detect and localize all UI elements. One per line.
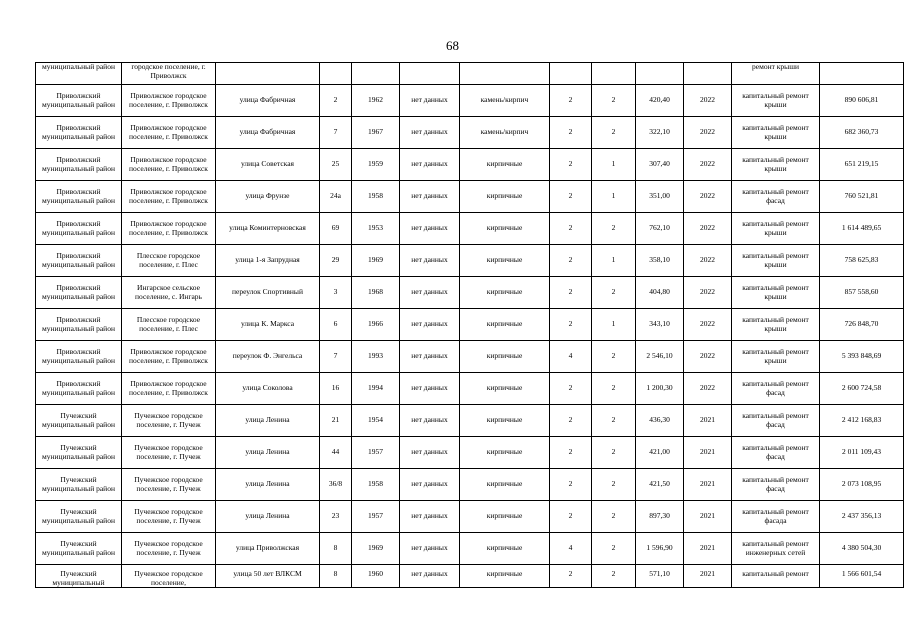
work-type-cell: капитальный ремонт крыши — [732, 277, 820, 309]
street-cell: улица Ленина — [216, 501, 320, 533]
wall-material-cell: кирпичные — [460, 501, 550, 533]
restriction-cell: нет данных — [400, 533, 460, 565]
entrances-cell: 2 — [592, 405, 636, 437]
house-number-cell: 7 — [320, 117, 352, 149]
settlement-cell: Пучежское городское поселение, г. Пучеж — [122, 533, 216, 565]
settlement-cell: Пучежское городское поселение, г. Пучеж — [122, 469, 216, 501]
entrances-cell: 2 — [592, 469, 636, 501]
plan-year-cell: 2022 — [684, 85, 732, 117]
table-row — [36, 501, 904, 533]
street-cell: переулок Ф. Энгельса — [216, 341, 320, 373]
build-year-cell: 1957 — [352, 501, 400, 533]
house-number-cell: 24а — [320, 181, 352, 213]
cost-cell: 758 625,83 — [820, 245, 904, 277]
settlement-cell: Приволжское городское поселение, г. Приволжск — [122, 181, 216, 213]
wall-material-cell: кирпичные — [460, 309, 550, 341]
area-cell: 322,10 — [636, 117, 684, 149]
build-year-cell: 1994 — [352, 373, 400, 405]
build-year-cell: 1957 — [352, 437, 400, 469]
settlement-cell: Пучежское городское поселение, г. Пучеж — [122, 405, 216, 437]
work-type-cell: капитальный ремонт крыши — [732, 245, 820, 277]
build-year-cell: 1968 — [352, 277, 400, 309]
wall-material-cell: кирпичные — [460, 149, 550, 181]
wall-material-cell: кирпичные — [460, 373, 550, 405]
build-year-cell: 1969 — [352, 245, 400, 277]
restriction-cell: нет данных — [400, 181, 460, 213]
plan-year-cell: 2022 — [684, 213, 732, 245]
settlement-cell: Плесское городское поселение, г. Плес — [122, 245, 216, 277]
street-cell: улица Фабричная — [216, 117, 320, 149]
house-number-cell: 16 — [320, 373, 352, 405]
area-cell: 2 546,10 — [636, 341, 684, 373]
work-type-cell: капитальный ремонт фасад — [732, 405, 820, 437]
settlement-cell: Приволжское городское поселение, г. Приволжск — [122, 373, 216, 405]
restriction-cell — [400, 63, 460, 85]
floors-cell: 2 — [550, 405, 592, 437]
district-cell: Пучежский муниципальный район — [36, 533, 122, 565]
settlement-cell: Приволжское городское поселение, г. Приволжск — [122, 213, 216, 245]
settlement-cell: Приволжское городское поселение, г. Приволжск — [122, 149, 216, 181]
table-row — [36, 565, 904, 588]
floors-cell: 2 — [550, 117, 592, 149]
floors-cell: 2 — [550, 181, 592, 213]
house-number-cell: 3 — [320, 277, 352, 309]
plan-year-cell: 2022 — [684, 373, 732, 405]
floors-cell: 2 — [550, 501, 592, 533]
restriction-cell: нет данных — [400, 309, 460, 341]
wall-material-cell: кирпичные — [460, 341, 550, 373]
settlement-cell: Пучежское городское поселение, г. Пучеж — [122, 437, 216, 469]
wall-material-cell: кирпичные — [460, 181, 550, 213]
district-cell: Приволжский муниципальный район — [36, 309, 122, 341]
area-cell: 436,30 — [636, 405, 684, 437]
cost-cell: 1 614 489,65 — [820, 213, 904, 245]
wall-material-cell — [460, 63, 550, 85]
floors-cell: 2 — [550, 149, 592, 181]
house-number-cell: 29 — [320, 245, 352, 277]
restriction-cell: нет данных — [400, 341, 460, 373]
plan-year-cell: 2022 — [684, 277, 732, 309]
entrances-cell: 1 — [592, 309, 636, 341]
cost-cell: 760 521,81 — [820, 181, 904, 213]
settlement-cell: Ингарское сельское поселение, с. Ингарь — [122, 277, 216, 309]
district-cell: Пучежский муниципальный район — [36, 437, 122, 469]
district-cell: Пучежский муниципальный — [36, 565, 122, 588]
area-cell: 421,00 — [636, 437, 684, 469]
area-cell: 1 596,90 — [636, 533, 684, 565]
restriction-cell: нет данных — [400, 213, 460, 245]
cost-cell: 2 073 108,95 — [820, 469, 904, 501]
street-cell: переулок Спортивный — [216, 277, 320, 309]
house-number-cell: 8 — [320, 533, 352, 565]
entrances-cell: 2 — [592, 437, 636, 469]
plan-year-cell: 2021 — [684, 405, 732, 437]
area-cell: 358,10 — [636, 245, 684, 277]
area-cell: 307,40 — [636, 149, 684, 181]
floors-cell: 2 — [550, 469, 592, 501]
area-cell — [636, 63, 684, 85]
restriction-cell: нет данных — [400, 501, 460, 533]
wall-material-cell: кирпичные — [460, 469, 550, 501]
build-year-cell: 1966 — [352, 309, 400, 341]
settlement-cell: Пучежское городское поселение, г. Пучеж — [122, 501, 216, 533]
area-cell: 762,10 — [636, 213, 684, 245]
entrances-cell: 2 — [592, 565, 636, 588]
cost-cell: 890 606,81 — [820, 85, 904, 117]
restriction-cell: нет данных — [400, 117, 460, 149]
entrances-cell: 2 — [592, 373, 636, 405]
street-cell: улица 1-я Запрудная — [216, 245, 320, 277]
restriction-cell: нет данных — [400, 405, 460, 437]
cost-cell: 726 848,70 — [820, 309, 904, 341]
wall-material-cell: кирпичные — [460, 277, 550, 309]
work-type-cell: капитальный ремонт фасад — [732, 469, 820, 501]
plan-year-cell: 2022 — [684, 149, 732, 181]
street-cell: улица Ленина — [216, 437, 320, 469]
house-number-cell: 8 — [320, 565, 352, 588]
build-year-cell: 1953 — [352, 213, 400, 245]
cost-cell: 2 600 724,58 — [820, 373, 904, 405]
build-year-cell: 1958 — [352, 469, 400, 501]
floors-cell: 2 — [550, 437, 592, 469]
entrances-cell: 2 — [592, 277, 636, 309]
table-row — [36, 533, 904, 565]
district-cell: Приволжский муниципальный район — [36, 277, 122, 309]
wall-material-cell: кирпичные — [460, 245, 550, 277]
district-cell: Пучежский муниципальный район — [36, 469, 122, 501]
cost-cell: 4 380 504,30 — [820, 533, 904, 565]
district-cell: Приволжский муниципальный район — [36, 245, 122, 277]
cost-cell: 2 437 356,13 — [820, 501, 904, 533]
floors-cell: 2 — [550, 245, 592, 277]
cost-cell: 857 558,60 — [820, 277, 904, 309]
wall-material-cell: кирпичные — [460, 437, 550, 469]
entrances-cell: 2 — [592, 117, 636, 149]
house-number-cell: 23 — [320, 501, 352, 533]
work-type-cell: капитальный ремонт инженерных сетей — [732, 533, 820, 565]
table-row — [36, 181, 904, 213]
entrances-cell: 2 — [592, 533, 636, 565]
floors-cell: 2 — [550, 309, 592, 341]
build-year-cell: 1969 — [352, 533, 400, 565]
area-cell: 421,50 — [636, 469, 684, 501]
plan-year-cell: 2022 — [684, 309, 732, 341]
table-row — [36, 63, 904, 85]
work-type-cell: капитальный ремонт — [732, 565, 820, 588]
cost-cell: 682 360,73 — [820, 117, 904, 149]
build-year-cell: 1962 — [352, 85, 400, 117]
wall-material-cell: кирпичные — [460, 213, 550, 245]
work-type-cell: капитальный ремонт фасада — [732, 501, 820, 533]
house-number-cell: 21 — [320, 405, 352, 437]
area-cell: 404,80 — [636, 277, 684, 309]
wall-material-cell: камень/кирпич — [460, 117, 550, 149]
floors-cell: 2 — [550, 373, 592, 405]
table-row — [36, 117, 904, 149]
work-type-cell: ремонт крыши — [732, 63, 820, 85]
table-row — [36, 469, 904, 501]
settlement-cell: Приволжское городское поселение, г. Приволжск — [122, 341, 216, 373]
table-row — [36, 85, 904, 117]
entrances-cell: 1 — [592, 245, 636, 277]
build-year-cell — [352, 63, 400, 85]
floors-cell: 2 — [550, 85, 592, 117]
work-type-cell: капитальный ремонт фасад — [732, 437, 820, 469]
district-cell: муниципальный район — [36, 63, 122, 85]
housing-repair-table — [35, 62, 904, 588]
table-row — [36, 437, 904, 469]
area-cell: 351,00 — [636, 181, 684, 213]
restriction-cell: нет данных — [400, 277, 460, 309]
street-cell: улица Фрунзе — [216, 181, 320, 213]
restriction-cell: нет данных — [400, 469, 460, 501]
settlement-cell: городское поселение, г. Приволжск — [122, 63, 216, 85]
plan-year-cell: 2022 — [684, 341, 732, 373]
build-year-cell: 1993 — [352, 341, 400, 373]
settlement-cell: Пучежское городское поселение, — [122, 565, 216, 588]
house-number-cell: 69 — [320, 213, 352, 245]
entrances-cell: 2 — [592, 85, 636, 117]
street-cell: улица Ленина — [216, 405, 320, 437]
table-row — [36, 213, 904, 245]
table-row — [36, 245, 904, 277]
district-cell: Приволжский муниципальный район — [36, 85, 122, 117]
area-cell: 343,10 — [636, 309, 684, 341]
build-year-cell: 1958 — [352, 181, 400, 213]
plan-year-cell: 2022 — [684, 181, 732, 213]
wall-material-cell: кирпичные — [460, 565, 550, 588]
plan-year-cell: 2021 — [684, 437, 732, 469]
cost-cell: 5 393 848,69 — [820, 341, 904, 373]
work-type-cell: капитальный ремонт крыши — [732, 213, 820, 245]
house-number-cell: 25 — [320, 149, 352, 181]
house-number-cell: 44 — [320, 437, 352, 469]
plan-year-cell: 2022 — [684, 117, 732, 149]
work-type-cell: капитальный ремонт крыши — [732, 309, 820, 341]
district-cell: Приволжский муниципальный район — [36, 341, 122, 373]
plan-year-cell — [684, 63, 732, 85]
work-type-cell: капитальный ремонт фасад — [732, 181, 820, 213]
plan-year-cell: 2022 — [684, 245, 732, 277]
settlement-cell: Приволжское городское поселение, г. Приволжск — [122, 117, 216, 149]
work-type-cell: капитальный ремонт крыши — [732, 341, 820, 373]
wall-material-cell: кирпичные — [460, 533, 550, 565]
restriction-cell: нет данных — [400, 149, 460, 181]
work-type-cell: капитальный ремонт фасад — [732, 373, 820, 405]
table-row — [36, 341, 904, 373]
entrances-cell: 1 — [592, 181, 636, 213]
restriction-cell: нет данных — [400, 245, 460, 277]
floors-cell — [550, 63, 592, 85]
restriction-cell: нет данных — [400, 437, 460, 469]
district-cell: Приволжский муниципальный район — [36, 117, 122, 149]
house-number-cell: 6 — [320, 309, 352, 341]
restriction-cell: нет данных — [400, 373, 460, 405]
district-cell: Приволжский муниципальный район — [36, 149, 122, 181]
floors-cell: 2 — [550, 213, 592, 245]
area-cell: 1 200,30 — [636, 373, 684, 405]
house-number-cell — [320, 63, 352, 85]
cost-cell: 651 219,15 — [820, 149, 904, 181]
house-number-cell: 7 — [320, 341, 352, 373]
floors-cell: 2 — [550, 565, 592, 588]
street-cell: улица Приволжская — [216, 533, 320, 565]
restriction-cell: нет данных — [400, 565, 460, 588]
street-cell — [216, 63, 320, 85]
table-row — [36, 277, 904, 309]
cost-cell: 2 412 168,83 — [820, 405, 904, 437]
cost-cell: 1 566 601,54 — [820, 565, 904, 588]
settlement-cell: Приволжское городское поселение, г. Приволжск — [122, 85, 216, 117]
build-year-cell: 1960 — [352, 565, 400, 588]
plan-year-cell: 2021 — [684, 533, 732, 565]
build-year-cell: 1967 — [352, 117, 400, 149]
district-cell: Пучежский муниципальный район — [36, 405, 122, 437]
street-cell: улица Советская — [216, 149, 320, 181]
table-row — [36, 309, 904, 341]
entrances-cell: 2 — [592, 341, 636, 373]
wall-material-cell: кирпичные — [460, 405, 550, 437]
cost-cell — [820, 63, 904, 85]
build-year-cell: 1954 — [352, 405, 400, 437]
street-cell: улица Фабричная — [216, 85, 320, 117]
wall-material-cell: камень/кирпич — [460, 85, 550, 117]
work-type-cell: капитальный ремонт крыши — [732, 149, 820, 181]
page-number: 68 — [446, 38, 459, 53]
plan-year-cell: 2021 — [684, 469, 732, 501]
table-row — [36, 405, 904, 437]
entrances-cell: 1 — [592, 149, 636, 181]
plan-year-cell: 2021 — [684, 565, 732, 588]
entrances-cell — [592, 63, 636, 85]
settlement-cell: Плесское городское поселение, г. Плес — [122, 309, 216, 341]
table-row — [36, 149, 904, 181]
house-number-cell: 2 — [320, 85, 352, 117]
work-type-cell: капитальный ремонт крыши — [732, 117, 820, 149]
area-cell: 420,40 — [636, 85, 684, 117]
floors-cell: 4 — [550, 533, 592, 565]
floors-cell: 2 — [550, 277, 592, 309]
house-number-cell: 36/8 — [320, 469, 352, 501]
street-cell: улица 50 лет ВЛКСМ — [216, 565, 320, 588]
area-cell: 897,30 — [636, 501, 684, 533]
area-cell: 571,10 — [636, 565, 684, 588]
cost-cell: 2 011 109,43 — [820, 437, 904, 469]
work-type-cell: капитальный ремонт крыши — [732, 85, 820, 117]
street-cell: улица Коминтерновская — [216, 213, 320, 245]
entrances-cell: 2 — [592, 501, 636, 533]
district-cell: Приволжский муниципальный район — [36, 373, 122, 405]
floors-cell: 4 — [550, 341, 592, 373]
build-year-cell: 1959 — [352, 149, 400, 181]
street-cell: улица Ленина — [216, 469, 320, 501]
plan-year-cell: 2021 — [684, 501, 732, 533]
district-cell: Приволжский муниципальный район — [36, 181, 122, 213]
district-cell: Пучежский муниципальный район — [36, 501, 122, 533]
table-row — [36, 373, 904, 405]
restriction-cell: нет данных — [400, 85, 460, 117]
district-cell: Приволжский муниципальный район — [36, 213, 122, 245]
street-cell: улица К. Маркса — [216, 309, 320, 341]
street-cell: улица Соколова — [216, 373, 320, 405]
entrances-cell: 2 — [592, 213, 636, 245]
